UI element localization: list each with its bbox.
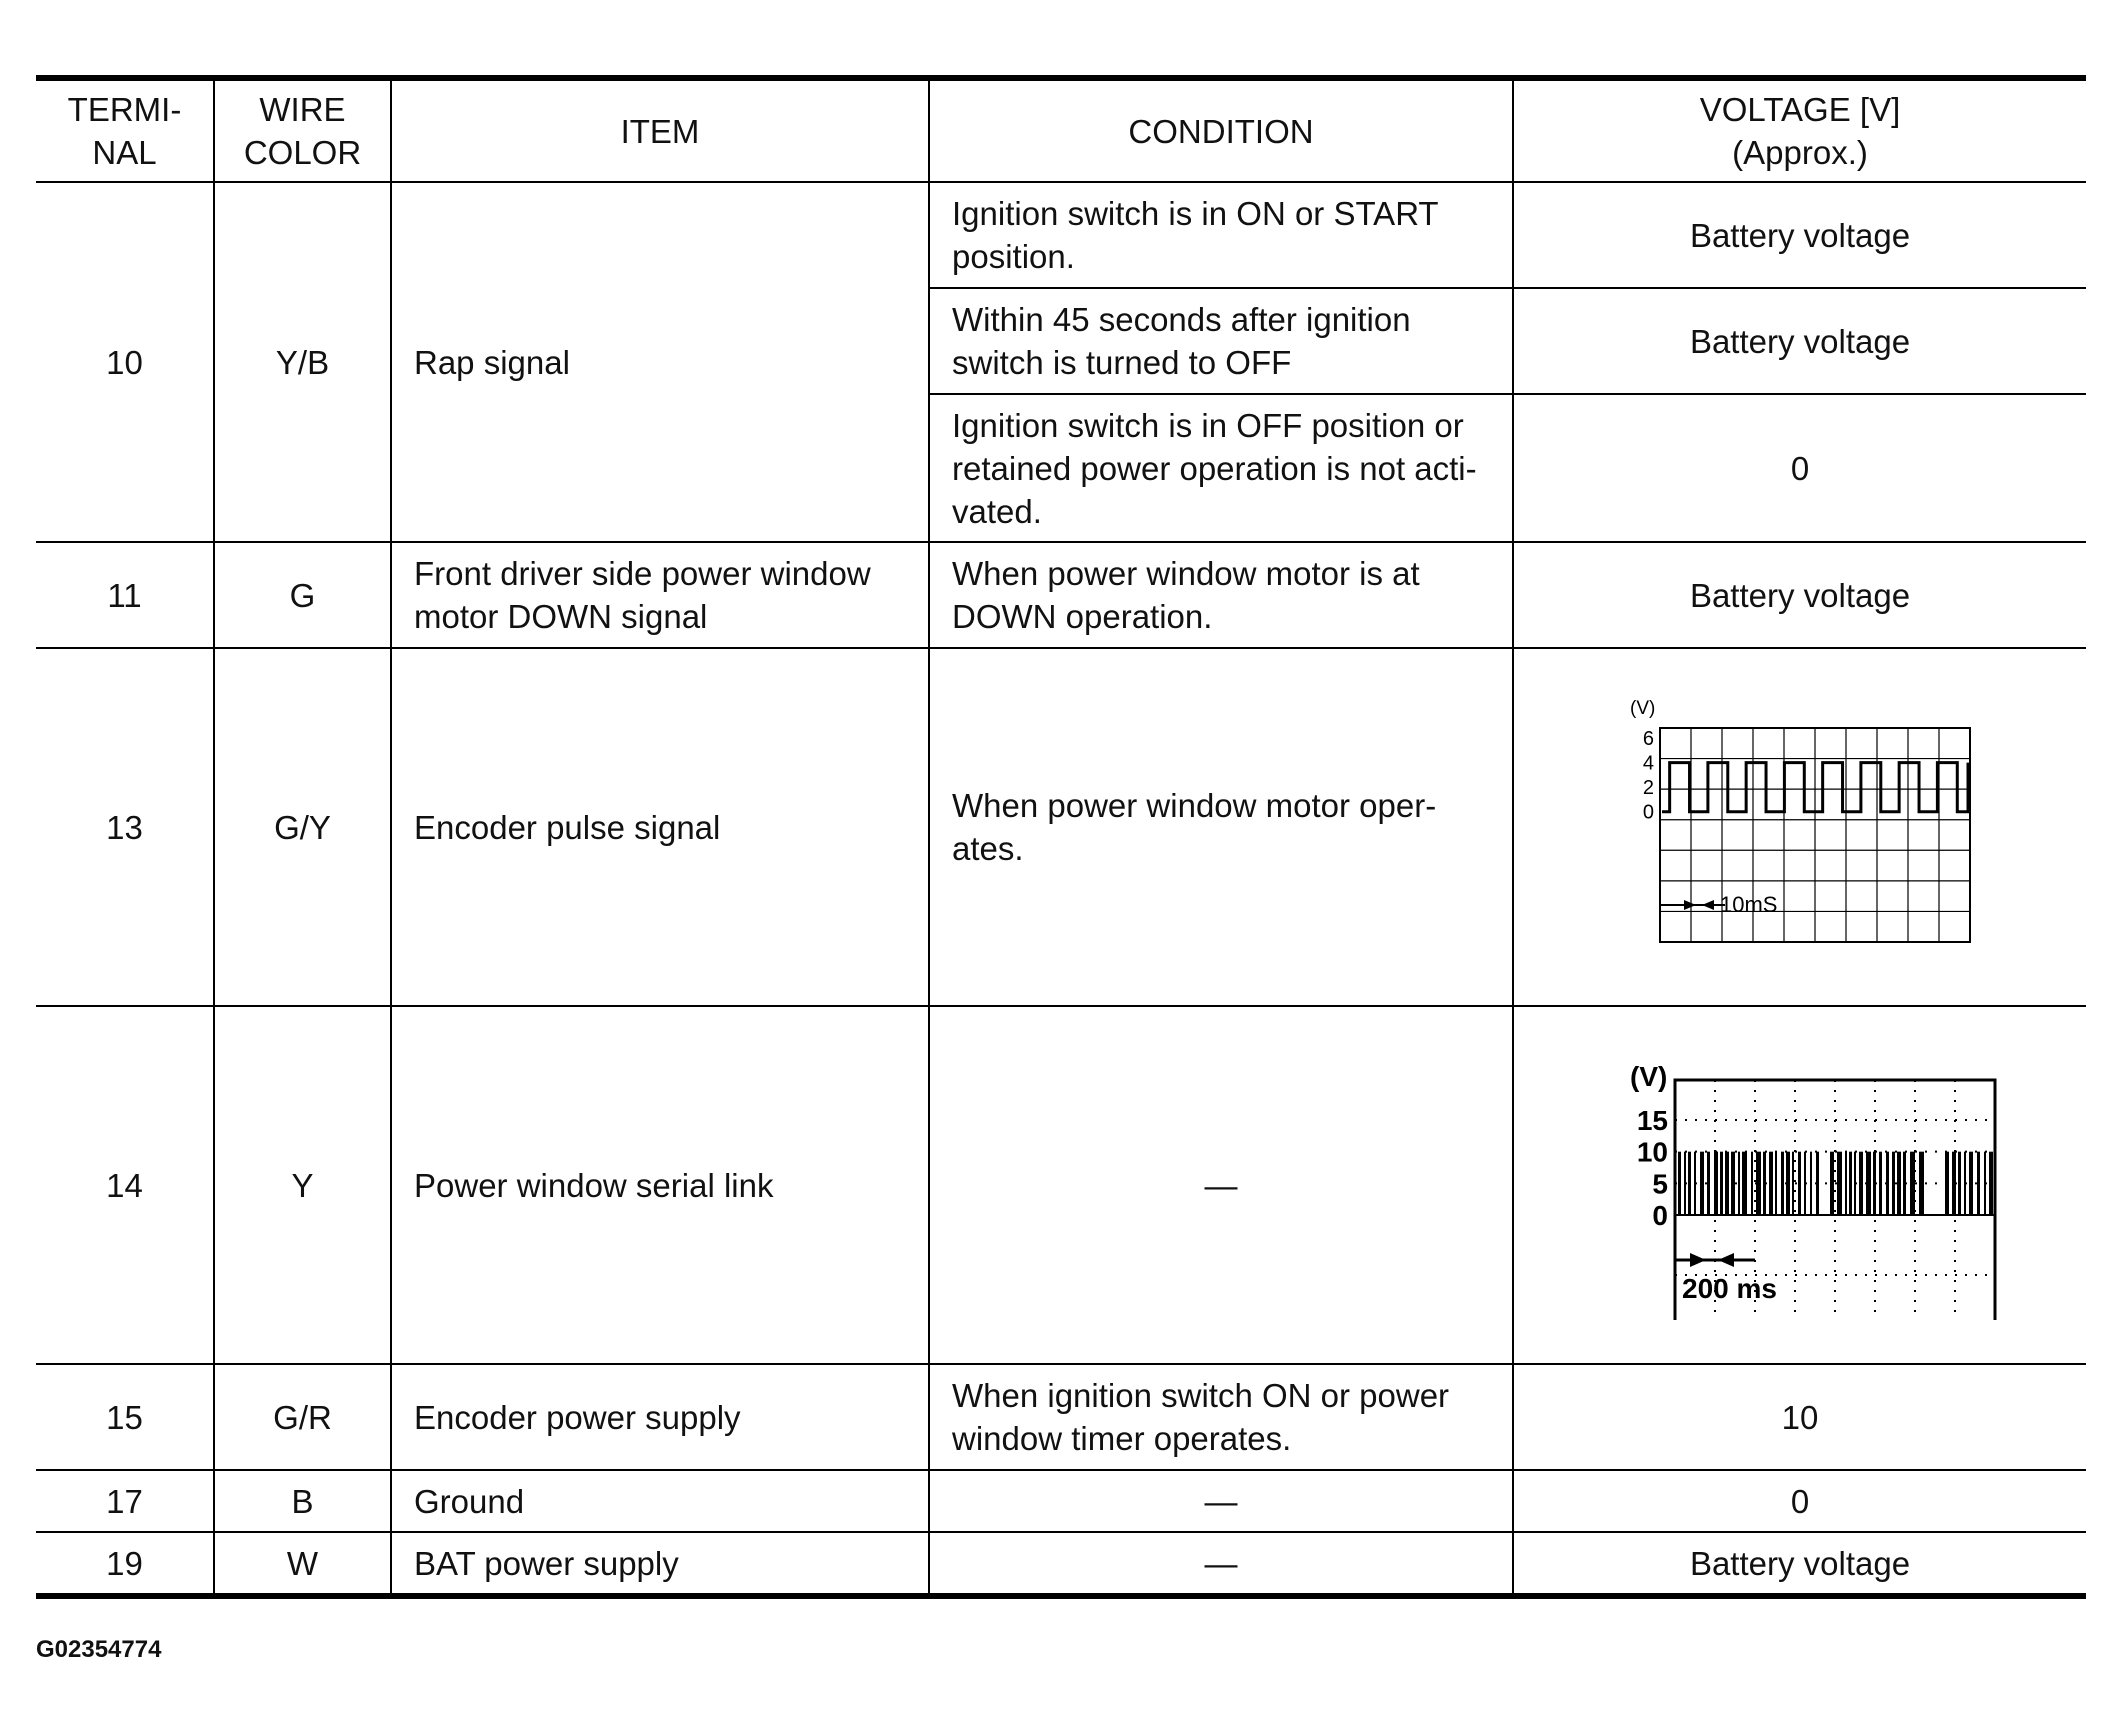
wave14-pulse — [1738, 1152, 1740, 1215]
wave14-pulse — [1830, 1152, 1834, 1215]
voltage-cell: 0 — [1513, 394, 2086, 542]
voltage-cell: 10 — [1513, 1364, 2086, 1470]
table-row — [36, 182, 2086, 288]
wire-color-cell: B — [214, 1470, 391, 1532]
wave14-pulse — [1731, 1152, 1735, 1215]
figure-id: G02354774 — [36, 1636, 162, 1663]
wave13-y-tick: 2 — [1642, 777, 1654, 800]
table-row — [36, 1006, 2086, 1364]
item-cell: Ground — [391, 1470, 929, 1532]
wave14-pulse — [1919, 1152, 1924, 1215]
wave14-pulse — [1958, 1152, 1961, 1215]
wave14-pulse — [1984, 1152, 1986, 1215]
condition-cell: Ignition switch is in OFF position or retained power operation is not acti-vated. — [929, 394, 1513, 542]
wave14-pulse — [1700, 1152, 1704, 1215]
wave14-pulse — [1714, 1152, 1718, 1215]
wave14-pulse — [1964, 1152, 1966, 1215]
wire-color-cell: G/R — [214, 1364, 391, 1470]
table-row — [36, 1364, 2086, 1470]
header-voltage-title: VOLTAGE [V] — [1699, 91, 1901, 128]
terminal-cell: 15 — [36, 1364, 214, 1470]
table-row — [36, 1532, 2086, 1596]
wave13-arrowhead-right — [1684, 900, 1696, 910]
wave14-pulse — [1707, 1152, 1710, 1215]
voltage-cell: Battery voltage — [1513, 182, 2086, 288]
wave14-y-tick: 15 — [1636, 1105, 1668, 1136]
wave14-pulse — [1786, 1152, 1790, 1215]
wave13-y-tick: 6 — [1642, 728, 1654, 750]
wave14-pulse — [1810, 1152, 1812, 1215]
wave14-pulse — [1769, 1152, 1773, 1215]
terminal-cell: 11 — [36, 542, 214, 648]
wave14-pulse — [1859, 1152, 1863, 1215]
table-row — [36, 1470, 2086, 1532]
terminal-cell: 10 — [36, 182, 214, 542]
wave14-pulse — [1756, 1152, 1761, 1215]
wave14-unit: (V) — [1630, 1061, 1668, 1092]
item-cell: Encoder power supply — [391, 1364, 929, 1470]
condition-cell: — — [929, 1470, 1513, 1532]
wave14-pulse — [1742, 1152, 1747, 1215]
terminal-voltage-table — [36, 75, 2086, 1599]
terminal-cell: 19 — [36, 1532, 214, 1596]
wave14-y-tick: 5 — [1652, 1168, 1668, 1200]
wave14-pulse — [1989, 1152, 1993, 1215]
voltage-cell — [1513, 1006, 2086, 1364]
item-cell: Rap signal — [391, 182, 929, 542]
voltage-cell: Battery voltage — [1513, 288, 2086, 394]
header-voltage-approx: (Approx.) — [1732, 134, 1868, 171]
wave13-y-tick: 4 — [1642, 752, 1654, 775]
wave14-pulse — [1837, 1152, 1842, 1215]
wave14-pulse — [1854, 1152, 1856, 1215]
voltage-cell: Battery voltage — [1513, 1532, 2086, 1596]
wave14-pulse — [1945, 1152, 1949, 1215]
condition-cell: When power window motor oper-ates. — [929, 648, 1513, 1006]
condition-cell: Ignition switch is in ON or START position. — [929, 182, 1513, 288]
wire-color-cell: G — [214, 542, 391, 648]
wave14-pulse — [1688, 1152, 1691, 1215]
wave14-y-tick: 10 — [1636, 1136, 1668, 1168]
header-item: ITEM — [391, 78, 929, 182]
wave14-pulse — [1763, 1152, 1766, 1215]
wave14-arrowhead-left — [1718, 1253, 1734, 1267]
header-row — [36, 78, 2086, 182]
wire-color-cell: G/Y — [214, 648, 391, 1006]
wave14-pulse — [1977, 1152, 1980, 1215]
wave14-pulse — [1873, 1152, 1876, 1215]
wave14-pulse — [1798, 1152, 1801, 1215]
condition-cell: When power window motor is at DOWN operation. — [929, 542, 1513, 648]
terminal-cell: 13 — [36, 648, 214, 1006]
wave14-pulse — [1886, 1152, 1889, 1215]
wave14-pulse — [1684, 1152, 1686, 1215]
encoder-pulse-waveform — [1590, 692, 2010, 962]
wave14-pulse — [1720, 1152, 1723, 1215]
header-terminal: TERMI- NAL — [36, 78, 214, 182]
wire-color-cell: Y/B — [214, 182, 391, 542]
terminal-cell: 17 — [36, 1470, 214, 1532]
item-cell: Encoder pulse signal — [391, 648, 929, 1006]
condition-cell: — — [929, 1532, 1513, 1596]
header-wire-color: WIRE COLOR — [214, 78, 391, 182]
terminal-cell: 14 — [36, 1006, 214, 1364]
wave14-pulse — [1804, 1152, 1806, 1215]
item-cell: BAT power supply — [391, 1532, 929, 1596]
serial-link-waveform — [1590, 1050, 2010, 1320]
voltage-cell — [1513, 648, 2086, 1006]
wave14-pulse — [1849, 1152, 1852, 1215]
wave14-pulse — [1725, 1152, 1729, 1215]
wire-color-cell: Y — [214, 1006, 391, 1364]
wave14-pulse — [1678, 1152, 1681, 1215]
header-voltage — [1513, 78, 2086, 182]
table-row — [36, 648, 2086, 1006]
wave14-pulse — [1879, 1152, 1882, 1215]
wave13-unit: (V) — [1630, 698, 1656, 719]
wave14-pulse — [1892, 1152, 1895, 1215]
wave14-pulse — [1897, 1152, 1901, 1215]
wave14-pulse — [1910, 1152, 1915, 1215]
wave14-pulse — [1751, 1152, 1753, 1215]
wave13-arrowhead-left — [1702, 900, 1714, 910]
wave14-arrowhead-right — [1690, 1253, 1706, 1267]
wave14-pulse — [1694, 1152, 1696, 1215]
wave14-pulse — [1816, 1152, 1819, 1215]
condition-cell: Within 45 seconds after ignition switch is turned to OFF — [929, 288, 1513, 394]
wave14-pulse — [1781, 1152, 1784, 1215]
item-cell: Power window serial link — [391, 1006, 929, 1364]
wave14-pulse — [1792, 1152, 1794, 1215]
wave14-pulse — [1969, 1152, 1973, 1215]
wave14-pulse — [1775, 1152, 1777, 1215]
item-cell: Front driver side power window motor DOWN signal — [391, 542, 929, 648]
wire-color-cell: W — [214, 1532, 391, 1596]
wave14-pulse — [1903, 1152, 1906, 1215]
wave14-pulse — [1866, 1152, 1871, 1215]
header-condition: CONDITION — [929, 78, 1513, 182]
wave13-y-tick: 0 — [1642, 801, 1654, 824]
wave14-time-label: 200 ms — [1682, 1273, 1777, 1304]
voltage-cell: Battery voltage — [1513, 542, 2086, 648]
condition-cell: When ignition switch ON or power window timer operates. — [929, 1364, 1513, 1470]
wave13-time-label: 10mS — [1720, 892, 1778, 917]
wave14-y-tick: 0 — [1652, 1200, 1668, 1231]
voltage-cell: 0 — [1513, 1470, 2086, 1532]
wave14-pulse — [1845, 1152, 1847, 1215]
condition-cell: — — [929, 1006, 1513, 1364]
table-row — [36, 542, 2086, 648]
wave14-pulse — [1952, 1152, 1956, 1215]
